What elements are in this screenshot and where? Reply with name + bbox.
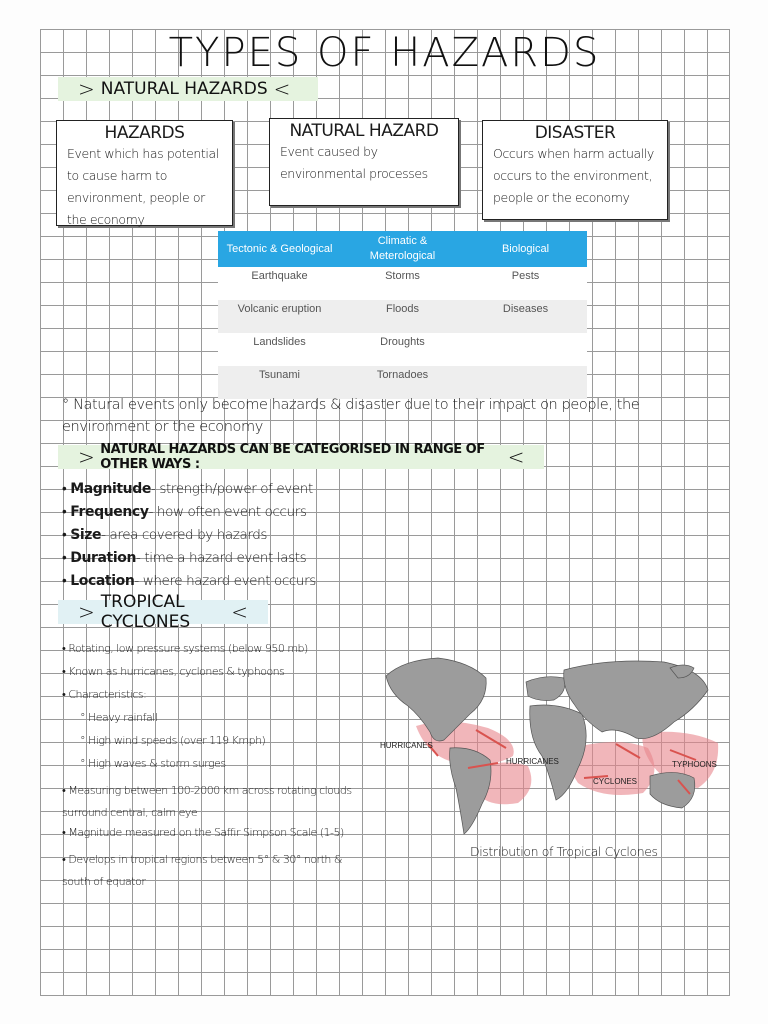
definition-text: Occurs when harm actually occurs to the environment, people or the economy: [493, 146, 654, 205]
list-item: • Magnitude- strength/power of event: [62, 481, 313, 497]
sub-list-item: ° High wind speeds (over 119 Kmph): [80, 734, 266, 747]
term: Location: [70, 573, 135, 589]
table-cell: Diseases: [464, 300, 587, 333]
natural-hazards-heading: NATURAL HAZARDS: [100, 79, 268, 99]
list-item: • Measuring between 100-2000 km across rotating clouds surround central, calm eye: [62, 784, 352, 819]
definition-box-natural-hazard: [269, 118, 459, 206]
definition-box-hazards: [56, 120, 233, 226]
list-item: • Rotating, low pressure systems (below 950 mb): [62, 642, 308, 655]
list-item: • Size- area covered by hazards: [62, 527, 268, 543]
note-text: High waves & storm surges: [88, 757, 226, 770]
chevron-left-icon: <: [507, 445, 524, 469]
table-cell: [464, 333, 587, 366]
definition-text: Event which has potential to cause harm to environment, people or the economy: [67, 146, 219, 227]
table-cell: Droughts: [341, 333, 464, 366]
table-header-cell: Climatic & Meterological: [341, 231, 464, 267]
chevron-right-icon: >: [78, 445, 95, 469]
definition-title: HAZARDS: [104, 123, 185, 143]
australia-landmass: [650, 772, 695, 808]
term-description: - area covered by hazards: [101, 527, 268, 543]
map-caption: Distribution of Tropical Cyclones: [470, 844, 658, 859]
map-label-typhoons: TYPHOONS: [672, 760, 717, 769]
definition-text: Event caused by environmental processes: [280, 144, 428, 181]
table-header-cell: Tectonic & Geological: [218, 231, 341, 267]
table-cell: Tornadoes: [341, 366, 464, 399]
chevron-right-icon: >: [78, 600, 95, 624]
europe-landmass: [526, 677, 565, 701]
south-america-landmass: [450, 748, 491, 834]
chevron-right-icon: >: [78, 77, 95, 101]
list-item: • Duration- time a hazard event lasts: [62, 550, 307, 566]
table-cell: Volcanic eruption: [218, 300, 341, 333]
map-label-hurricanes-west: HURRICANES: [380, 741, 433, 750]
table-cell: Earthquake: [218, 267, 341, 300]
page-title: TYPES OF HAZARDS: [168, 30, 601, 76]
term: Size: [70, 527, 102, 543]
note-text: Characteristics:: [68, 688, 147, 701]
definition-title: DISASTER: [534, 123, 616, 143]
note-text: Known as hurricanes, cyclones & typhoons: [68, 665, 285, 678]
list-item: • Develops in tropical regions between 5° & 30° north & south of equator: [62, 853, 342, 888]
note-text: High wind speeds (over 119 Kmph): [88, 734, 266, 747]
list-item: • Location- where hazard event occurs: [62, 573, 316, 589]
list-item: • Characteristics:: [62, 688, 147, 701]
bullet-dot: °: [62, 397, 74, 413]
term: Frequency: [70, 504, 149, 520]
definition-title: NATURAL HAZARD: [289, 121, 439, 141]
chevron-left-icon: <: [273, 77, 291, 101]
categories-list: [62, 481, 362, 596]
table-row: [218, 267, 587, 300]
chevron-left-icon: <: [231, 600, 248, 624]
note-text: Magnitude measured on the Saffir Simpson Scale (1-5): [68, 826, 344, 839]
table-header-row: [218, 231, 587, 267]
sub-list-item: ° High waves & storm surges: [80, 757, 226, 770]
table-header-cell: Biological: [464, 231, 587, 267]
map-label-hurricanes-east: HURRICANES: [506, 757, 559, 766]
categories-heading: NATURAL HAZARDS CAN BE CATEGORISED IN RANGE OF OTHER WAYS :: [100, 442, 485, 472]
term-description: - where hazard event occurs: [134, 573, 316, 589]
table-cell: Tsunami: [218, 366, 341, 399]
cyclone-notes: [62, 642, 362, 895]
term: Magnitude: [70, 481, 151, 497]
list-item: • Magnitude measured on the Saffir Simpson Scale (1-5): [62, 826, 344, 839]
table-cell: Storms: [341, 267, 464, 300]
note-text: Rotating, low pressure systems (below 950 mb): [68, 642, 308, 655]
table-row: [218, 333, 587, 366]
tropical-cyclones-heading: TROPICAL CYCLONES: [100, 592, 191, 632]
term-description: - time a hazard event lasts: [136, 550, 307, 566]
term-description: - strength/power of event: [150, 481, 313, 497]
note-text: Measuring between 100-2000 km across rotating clouds surround central, calm eye: [62, 784, 352, 819]
africa-landmass: [530, 705, 586, 800]
hazard-types-table: [218, 231, 587, 399]
categories-banner: [58, 442, 544, 472]
natural-events-note: [62, 394, 702, 438]
table-cell: Floods: [341, 300, 464, 333]
term-description: - how often event occurs: [148, 504, 307, 520]
table-row: [218, 300, 587, 333]
list-item: • Known as hurricanes, cyclones & typhoons: [62, 665, 285, 678]
table-cell: Landslides: [218, 333, 341, 366]
map-label-cyclones: CYCLONES: [593, 777, 638, 786]
tropical-cyclones-banner: [58, 592, 268, 632]
note-text: Natural events only become hazards & disaster due to their impact on people, the environment or the economy: [62, 397, 640, 435]
term: Duration: [70, 550, 137, 566]
note-text: Heavy rainfall: [88, 711, 158, 724]
definition-box-disaster: [482, 120, 668, 220]
sub-list-item: ° Heavy rainfall: [80, 711, 158, 724]
table-cell: Pests: [464, 267, 587, 300]
note-text: Develops in tropical regions between 5° & 30° north & south of equator: [62, 853, 342, 888]
natural-hazards-banner: [58, 77, 318, 101]
list-item: • Frequency- how often event occurs: [62, 504, 307, 520]
